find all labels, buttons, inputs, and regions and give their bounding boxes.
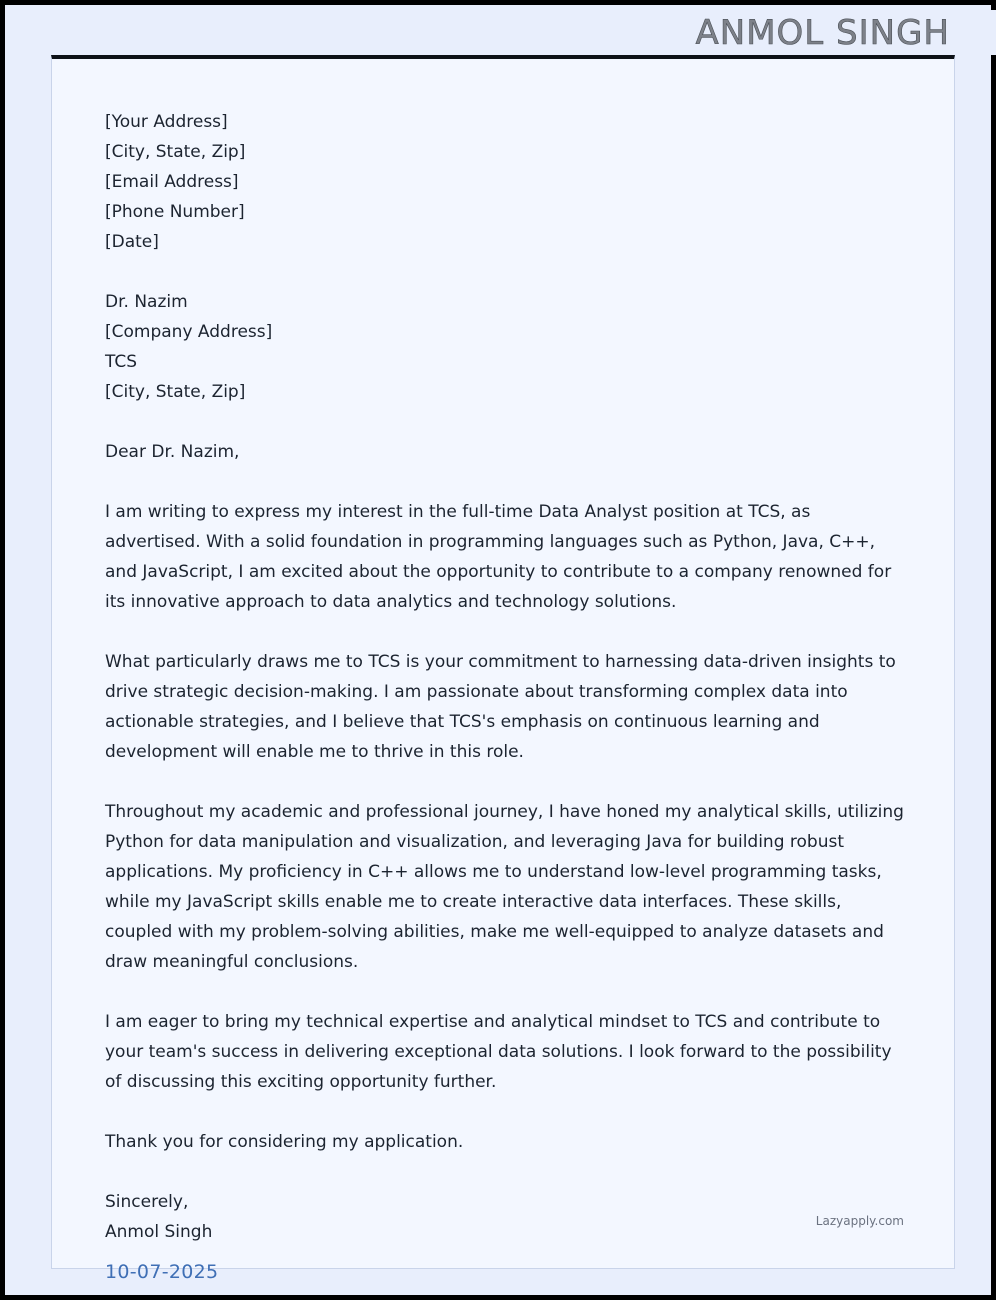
signature-block <box>105 1187 904 1247</box>
brand-watermark: Lazyapply.com <box>815 1214 904 1228</box>
signature-name: Anmol Singh <box>105 1222 213 1242</box>
sender-date-line: [Date] <box>105 232 159 252</box>
recipient-company-address-line: [Company Address] <box>105 322 273 342</box>
cover-letter-sheet <box>51 55 955 1269</box>
closing-line: Sincerely, <box>105 1192 189 1212</box>
document-header <box>10 10 996 55</box>
recipient-address-block <box>105 287 904 407</box>
paragraph-2: What particularly draws me to TCS is your commitment to harnessing data-driven insights to drive strategic decision-making. I am passionate about transforming complex data into actionable strategies, and I believe that TCS's emphasis on continuous learning and development will enable me to thrive in this role. <box>105 652 896 762</box>
paragraph-5: Thank you for considering my application. <box>105 1132 464 1152</box>
paragraph-3: Throughout my academic and professional journey, I have honed my analytical skills, utilizing Python for data manipulation and visualization, and leveraging Java for building robust applications. My proficiency in C++ allows me to understand low-level programming tasks, while my JavaScript skills enable me to create interactive data interfaces. These skills, coupled with my problem-solving abilities, make me well-equipped to analyze datasets and draw meaningful conclusions. <box>105 802 904 972</box>
paragraph-4: I am eager to bring my technical expertise and analytical mindset to TCS and contribute to your team's success in delivering exceptional data solutions. I look forward to the possibility of discussing this exciting opportunity further. <box>105 1012 892 1092</box>
sender-address-block <box>105 107 904 257</box>
recipient-city-line: [City, State, Zip] <box>105 382 246 402</box>
sender-phone-line: [Phone Number] <box>105 202 245 222</box>
salutation: Dear Dr. Nazim, <box>105 442 240 462</box>
footer-date: 10-07-2025 <box>105 1261 219 1283</box>
sender-address-line: [Your Address] <box>105 112 228 132</box>
recipient-name-line: Dr. Nazim <box>105 292 188 312</box>
sender-city-line: [City, State, Zip] <box>105 142 246 162</box>
recipient-company-line: TCS <box>105 352 138 372</box>
page-title: ANMOL SINGH <box>695 12 950 53</box>
cover-letter-body <box>52 59 954 1247</box>
sender-email-line: [Email Address] <box>105 172 239 192</box>
paragraph-1: I am writing to express my interest in the full-time Data Analyst position at TCS, as advertised. With a solid foundation in programming languages such as Python, Java, C++, and JavaScript, I am excited about the opportunity to contribute to a company renowned for its innovative approach to data analytics and technology solutions. <box>105 502 892 612</box>
